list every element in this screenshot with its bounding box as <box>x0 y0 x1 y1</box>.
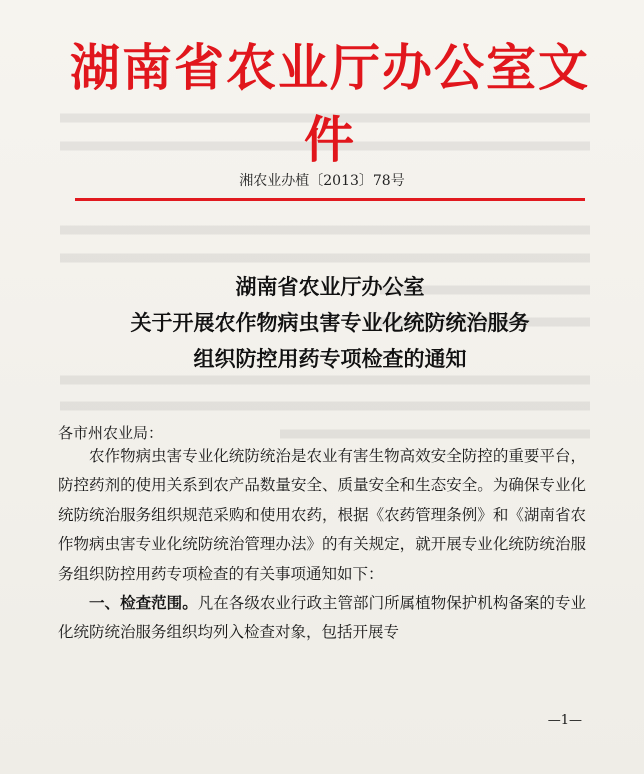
section-heading-scope: 一、检查范围。 <box>89 594 198 613</box>
document-number: 湘农业办植〔2013〕78号 <box>239 173 405 189</box>
section-text-scope: 凡在各级农业行政主管部门所属植物保护机构备案的专业化统防统治服务组织均列入检查对象，包括开展专 <box>58 594 586 642</box>
notice-title-line-2: 关于开展农作物病虫害专业化统防统治服务 <box>130 311 530 335</box>
notice-body <box>58 442 586 648</box>
body-paragraph-1: 农作物病虫害专业化统防统治是农业有害生物高效安全防控的重要平台，防控药剂的使用关系到农产品数量安全、质量安全和生态安全。为确保专业化统防统治服务组织规范采购和使用农药，根据《农药管理条例》和《湖南省农作物病虫害专业化统防统治管理办法》的有关规定，就开展专业化统防统治服务组织防控用药专项检查的有关事项通知如下： <box>58 447 586 583</box>
document-header-title: 湖南省农业厅办公室文件 <box>70 39 590 169</box>
salutation: 各市州农业局： <box>58 424 164 442</box>
notice-title-line-1: 湖南省农业厅办公室 <box>235 275 425 299</box>
notice-title-line-3: 组织防控用药专项检查的通知 <box>193 347 467 371</box>
page-number: —1— <box>547 713 582 728</box>
red-separator-line <box>75 198 585 201</box>
body-paragraph-2 <box>58 589 586 648</box>
